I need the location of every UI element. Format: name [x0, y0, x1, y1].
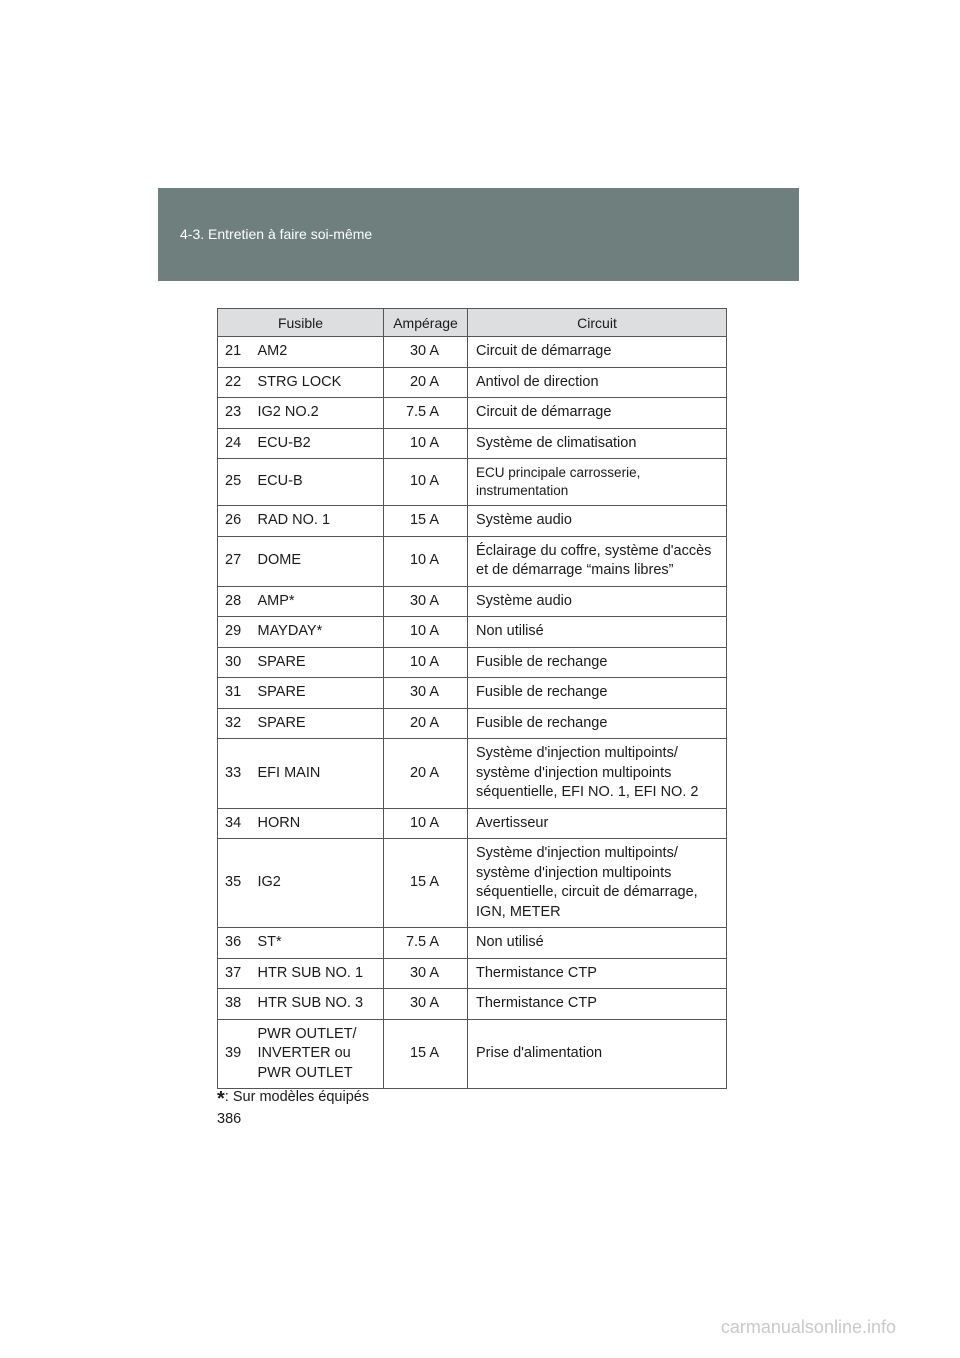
fuse-number: 37	[218, 958, 251, 989]
fuse-name: HORN	[251, 808, 384, 839]
fuse-name: SPARE	[251, 647, 384, 678]
fuse-name: AM2	[251, 337, 384, 368]
fuse-circuit: Fusible de rechange	[468, 678, 727, 709]
fuse-amperage: 7.5 A	[384, 928, 468, 959]
fuse-amperage: 15 A	[384, 839, 468, 928]
fuse-circuit: Système audio	[468, 506, 727, 537]
table-row	[218, 367, 727, 398]
fuse-amperage: 7.5 A	[384, 398, 468, 429]
fuse-number: 33	[218, 739, 251, 809]
table-row	[218, 839, 727, 928]
column-header-fusible: Fusible	[218, 309, 384, 337]
fuse-amperage: 20 A	[384, 367, 468, 398]
fuse-circuit: Antivol de direction	[468, 367, 727, 398]
fuse-name: MAYDAY*	[251, 617, 384, 648]
fuse-number: 39	[218, 1019, 251, 1089]
section-header-band	[158, 188, 799, 281]
fuse-amperage: 20 A	[384, 708, 468, 739]
fuse-name: ECU-B	[251, 459, 384, 506]
footnote	[217, 1088, 369, 1111]
table-row	[218, 337, 727, 368]
table-body	[218, 337, 727, 1089]
fuse-amperage: 30 A	[384, 958, 468, 989]
fuse-number: 31	[218, 678, 251, 709]
fuse-circuit: Non utilisé	[468, 617, 727, 648]
fuse-amperage: 15 A	[384, 506, 468, 537]
fuse-name: STRG LOCK	[251, 367, 384, 398]
fuse-name: DOME	[251, 536, 384, 586]
fuse-number: 32	[218, 708, 251, 739]
fuse-amperage: 10 A	[384, 808, 468, 839]
fuse-name: ST*	[251, 928, 384, 959]
table-row	[218, 958, 727, 989]
fuse-number: 22	[218, 367, 251, 398]
fuse-amperage: 15 A	[384, 1019, 468, 1089]
fuse-circuit: Éclairage du coffre, système d'accès et de démarrage “mains libres”	[468, 536, 727, 586]
fuse-circuit: Thermistance CTP	[468, 958, 727, 989]
footnote-marker: *	[217, 1088, 225, 1110]
fuse-amperage: 10 A	[384, 617, 468, 648]
fuse-circuit: Système d'injection multipoints/ système d'injection multipoints séquentielle, circuit de démarrage, IGN, METER	[468, 839, 727, 928]
fuse-number: 25	[218, 459, 251, 506]
section-title: 4-3. Entretien à faire soi-même	[180, 226, 373, 242]
fuse-number: 35	[218, 839, 251, 928]
table-row	[218, 617, 727, 648]
column-header-circuit: Circuit	[468, 309, 727, 337]
fuse-number: 26	[218, 506, 251, 537]
table-row	[218, 506, 727, 537]
table-row	[218, 647, 727, 678]
fuse-circuit: Circuit de démarrage	[468, 398, 727, 429]
fuse-number: 21	[218, 337, 251, 368]
fuse-name: ECU-B2	[251, 428, 384, 459]
fuse-number: 30	[218, 647, 251, 678]
fuse-number: 36	[218, 928, 251, 959]
fuse-name: HTR SUB NO. 3	[251, 989, 384, 1020]
table-row	[218, 989, 727, 1020]
table-row	[218, 928, 727, 959]
table-row	[218, 739, 727, 809]
table-row	[218, 678, 727, 709]
fuse-name: EFI MAIN	[251, 739, 384, 809]
fuse-amperage: 30 A	[384, 586, 468, 617]
fuse-name: AMP*	[251, 586, 384, 617]
table-row	[218, 428, 727, 459]
table-row	[218, 459, 727, 506]
fuse-number: 34	[218, 808, 251, 839]
fuse-amperage: 30 A	[384, 337, 468, 368]
fuse-name: SPARE	[251, 708, 384, 739]
table-row	[218, 398, 727, 429]
column-header-amperage: Ampérage	[384, 309, 468, 337]
fuse-name: IG2 NO.2	[251, 398, 384, 429]
fuse-circuit: ECU principale carrosserie, instrumentation	[468, 459, 727, 506]
fuse-circuit: Avertisseur	[468, 808, 727, 839]
fuse-circuit: Système d'injection multipoints/ système d'injection multipoints séquentielle, EFI NO. 1, EFI NO. 2	[468, 739, 727, 809]
page-number: 386	[217, 1111, 242, 1127]
fuse-number: 24	[218, 428, 251, 459]
fuse-amperage: 10 A	[384, 459, 468, 506]
fuse-name: IG2	[251, 839, 384, 928]
table-row	[218, 1019, 727, 1089]
fuse-name: RAD NO. 1	[251, 506, 384, 537]
table-row	[218, 808, 727, 839]
fuse-name: PWR OUTLET/ INVERTER ou PWR OUTLET	[251, 1019, 384, 1089]
fuse-amperage: 10 A	[384, 647, 468, 678]
fuse-table	[217, 308, 727, 1089]
fuse-circuit: Fusible de rechange	[468, 708, 727, 739]
fuse-circuit: Circuit de démarrage	[468, 337, 727, 368]
fuse-number: 29	[218, 617, 251, 648]
fuse-circuit: Non utilisé	[468, 928, 727, 959]
fuse-number: 38	[218, 989, 251, 1020]
watermark: carmanualsonline.info	[720, 1317, 896, 1337]
table-row	[218, 536, 727, 586]
table-row	[218, 586, 727, 617]
fuse-number: 27	[218, 536, 251, 586]
fuse-number: 28	[218, 586, 251, 617]
fuse-circuit: Fusible de rechange	[468, 647, 727, 678]
table-row	[218, 708, 727, 739]
fuse-amperage: 20 A	[384, 739, 468, 809]
fuse-amperage: 10 A	[384, 428, 468, 459]
table-header-row	[218, 309, 727, 337]
fuse-amperage: 30 A	[384, 678, 468, 709]
footnote-text: : Sur modèles équipés	[224, 1089, 370, 1105]
fuse-circuit: Thermistance CTP	[468, 989, 727, 1020]
fuse-circuit: Système audio	[468, 586, 727, 617]
fuse-amperage: 30 A	[384, 989, 468, 1020]
fuse-circuit: Système de climatisation	[468, 428, 727, 459]
fuse-number: 23	[218, 398, 251, 429]
fuse-name: SPARE	[251, 678, 384, 709]
fuse-circuit: Prise d'alimentation	[468, 1019, 727, 1089]
fuse-name: HTR SUB NO. 1	[251, 958, 384, 989]
fuse-amperage: 10 A	[384, 536, 468, 586]
